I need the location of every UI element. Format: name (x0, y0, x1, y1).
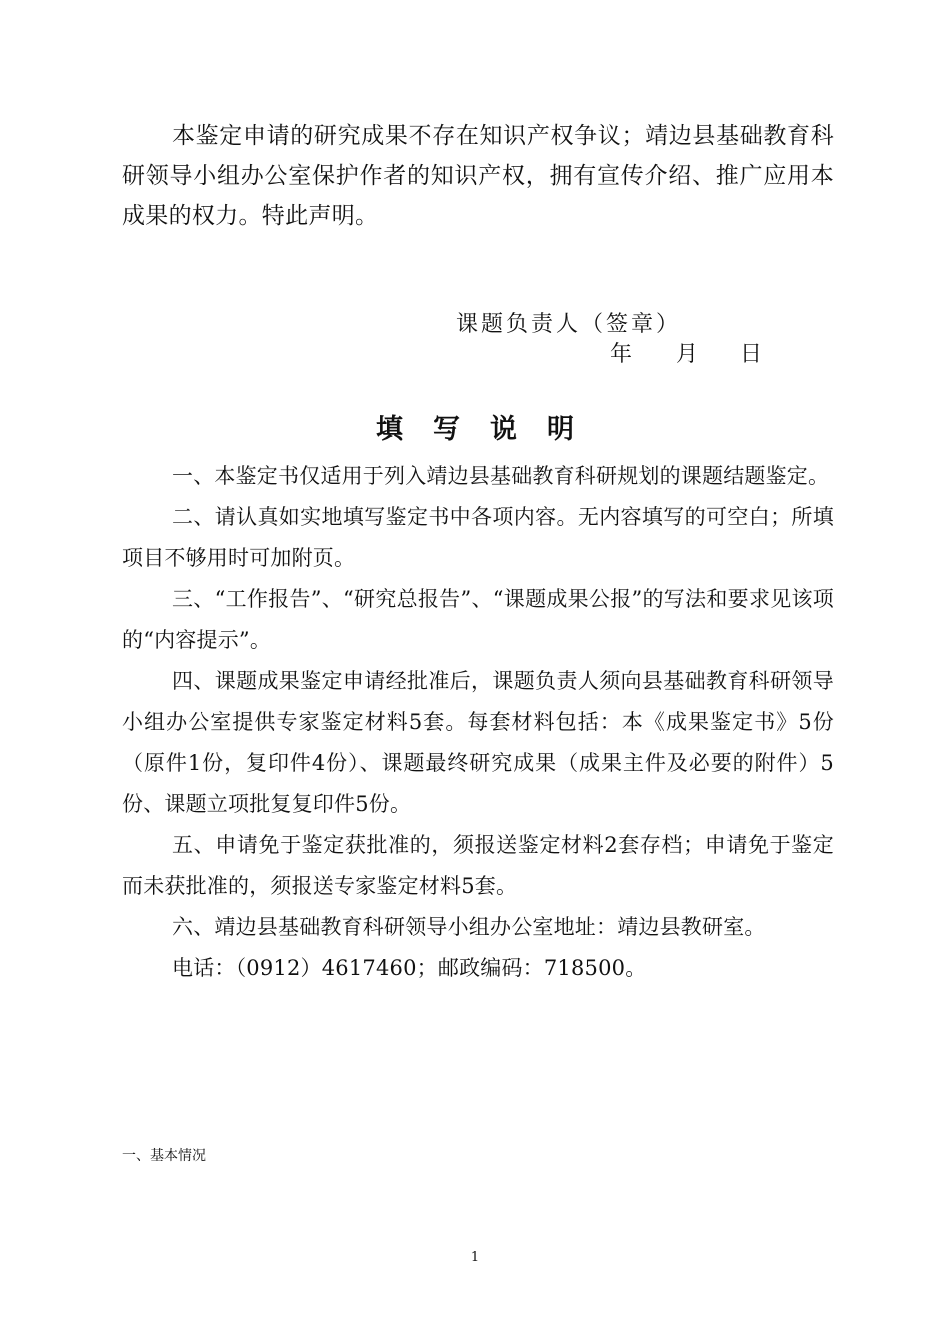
date-month-label: 月 (676, 342, 699, 367)
section-heading-basic-info: 一、基本情况 (122, 1148, 206, 1164)
date-day-label: 日 (740, 342, 763, 367)
project-leader-signature-label: 课题负责人（签章） (456, 312, 682, 337)
instructions-list (122, 456, 834, 989)
signature-date-line (610, 340, 762, 370)
instruction-item-2: 二、请认真如实地填写鉴定书中各项内容。无内容填写的可空白；所填项目不够用时可加附页。 (122, 505, 834, 570)
instruction-item-6: 六、靖边县基础教育科研领导小组办公室地址：靖边县教研室。 (172, 915, 766, 939)
contact-info-line: 电话：（0912）4617460；邮政编码：718500。 (172, 956, 647, 980)
instruction-item-4: 四、课题成果鉴定申请经批准后，课题负责人须向县基础教育科研领导小组办公室提供专家鉴定材料5套。每套材料包括：本《成果鉴定书》5份（原件1份，复印件4份）、课题最终研究成果（成果主件及必要的附件）5份、课题立项批复复印件5份。 (122, 669, 834, 816)
ip-declaration-paragraph: 本鉴定申请的研究成果不存在知识产权争议；靖边县基础教育科研领导小组办公室保护作者的知识产权，拥有宣传介绍、推广应用本成果的权力。特此声明。 (122, 123, 834, 229)
instruction-item-3: 三、“工作报告”、“研究总报告”、“课题成果公报”的写法和要求见该项的“内容提示”。 (122, 587, 834, 652)
instructions-title: 填写说明 (376, 414, 604, 445)
date-year-label: 年 (610, 342, 633, 367)
instruction-item-1: 一、本鉴定书仅适用于列入靖边县基础教育科研规划的课题结题鉴定。 (172, 464, 830, 488)
page-number: 1 (470, 1250, 480, 1265)
instruction-item-5: 五、申请免于鉴定获批准的，须报送鉴定材料2套存档；申请免于鉴定而未获批准的，须报送专家鉴定材料5套。 (122, 833, 834, 898)
